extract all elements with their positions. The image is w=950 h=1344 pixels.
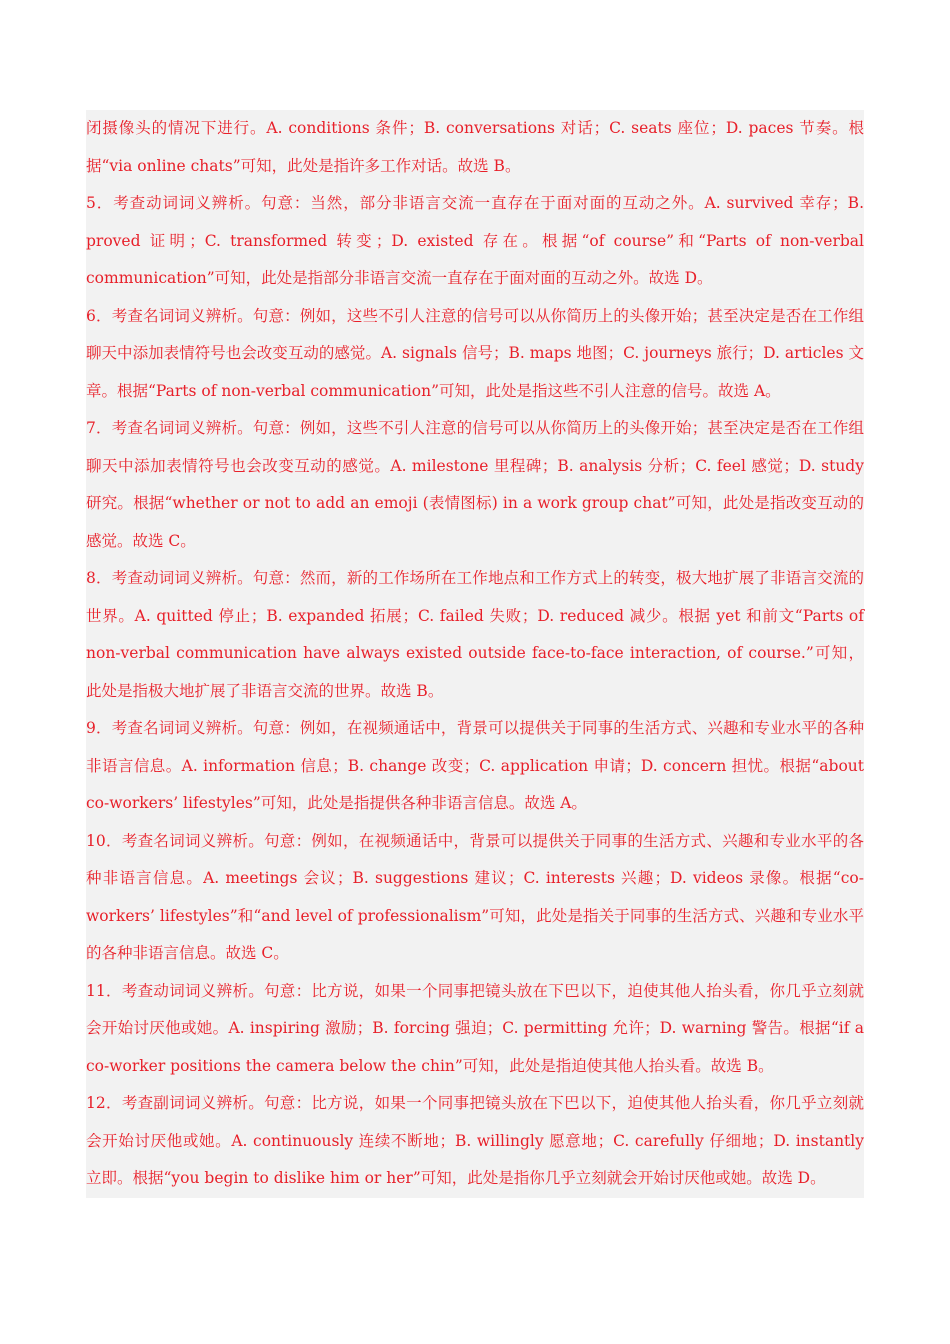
answer-explanations [86, 110, 864, 1198]
explanation-paragraph-5: 5．考查动词词义辨析。句意：当然，部分非语言交流一直存在于面对面的互动之外。A. survived 幸存；B. proved 证明；C. transformed 转变；D. existed 存在。根据“of course”和“Parts of non-verbal communication”可知，此处是指部分非语言交流一直存在于面对面的互动之外。故选 D。 [86, 194, 864, 287]
explanation-paragraph-11: 11．考查动词词义辨析。句意：比方说，如果一个同事把镜头放在下巴以下，迫使其他人抬头看，你几乎立刻就会开始讨厌他或她。A. inspiring 激励；B. forcing 强迫；C. permitting 允许；D. warning 警告。根据“if a co-worker positions the camera below the chin”可知，此处是指迫使其他人抬头看。故选 B。 [86, 981, 864, 1075]
explanation-paragraph-10: 10．考查名词词义辨析。句意：例如，在视频通话中，背景可以提供关于同事的生活方式、兴趣和专业水平的各种非语言信息。A. meetings 会议；B. suggestions 建议；C. interests 兴趣；D. videos 录像。根据“co-workers’ lifestyles”和“and level of professionalism”可知，此处是指关于同事的生活方式、兴趣和专业水平的各种非语言信息。故选 C。 [86, 831, 864, 962]
explanation-paragraph-4-cont: 闭摄像头的情况下进行。A. conditions 条件；B. conversations 对话；C. seats 座位；D. paces 节奏。根据“via online chats”可知，此处是指许多工作对话。故选 B。 [86, 119, 864, 175]
explanation-paragraph-6: 6．考查名词词义辨析。句意：例如，这些不引人注意的信号可以从你简历上的头像开始；甚至决定是否在工作组聊天中添加表情符号也会改变互动的感觉。A. signals 信号；B. maps 地图；C. journeys 旅行；D. articles 文章。根据“Parts of non-verbal communication”可知，此处是指这些不引人注意的信号。故选 A。 [86, 306, 864, 400]
explanation-paragraph-9: 9．考查名词词义辨析。句意：例如，在视频通话中，背景可以提供关于同事的生活方式、兴趣和专业水平的各种非语言信息。A. information 信息；B. change 改变；C. application 申请；D. concern 担忧。根据“about co-workers’ lifestyles”可知，此处是指提供各种非语言信息。故选 A。 [86, 719, 864, 812]
explanation-paragraph-7: 7．考查名词词义辨析。句意：例如，这些不引人注意的信号可以从你简历上的头像开始；甚至决定是否在工作组聊天中添加表情符号也会改变互动的感觉。A. milestone 里程碑；B. analysis 分析；C. feel 感觉；D. study 研究。根据“whether or not to add an emoji (表情图标) in a work group chat”可知，此处是指改变互动的感觉。故选 C。 [86, 419, 864, 550]
explanation-paragraph-12: 12．考查副词词义辨析。句意：比方说，如果一个同事把镜头放在下巴以下，迫使其他人抬头看，你几乎立刻就会开始讨厌他或她。A. continuously 连续不断地；B. willingly 愿意地；C. carefully 仔细地；D. instantly 立即。根据“you begin to dislike him or her”可知，此处是指你几乎立刻就会开始讨厌他或她。故选 D。 [86, 1094, 864, 1187]
explanation-paragraph-8: 8．考查动词词义辨析。句意：然而，新的工作场所在工作地点和工作方式上的转变，极大地扩展了非语言交流的世界。A. quitted 停止；B. expanded 拓展；C. failed 失败；D. reduced 减少。根据 yet 和前文“Parts of non-verbal communication have always existed outside face-to-face interaction, of course.”可知，此处是指极大地扩展了非语言交流的世界。故选 B。 [86, 569, 864, 700]
